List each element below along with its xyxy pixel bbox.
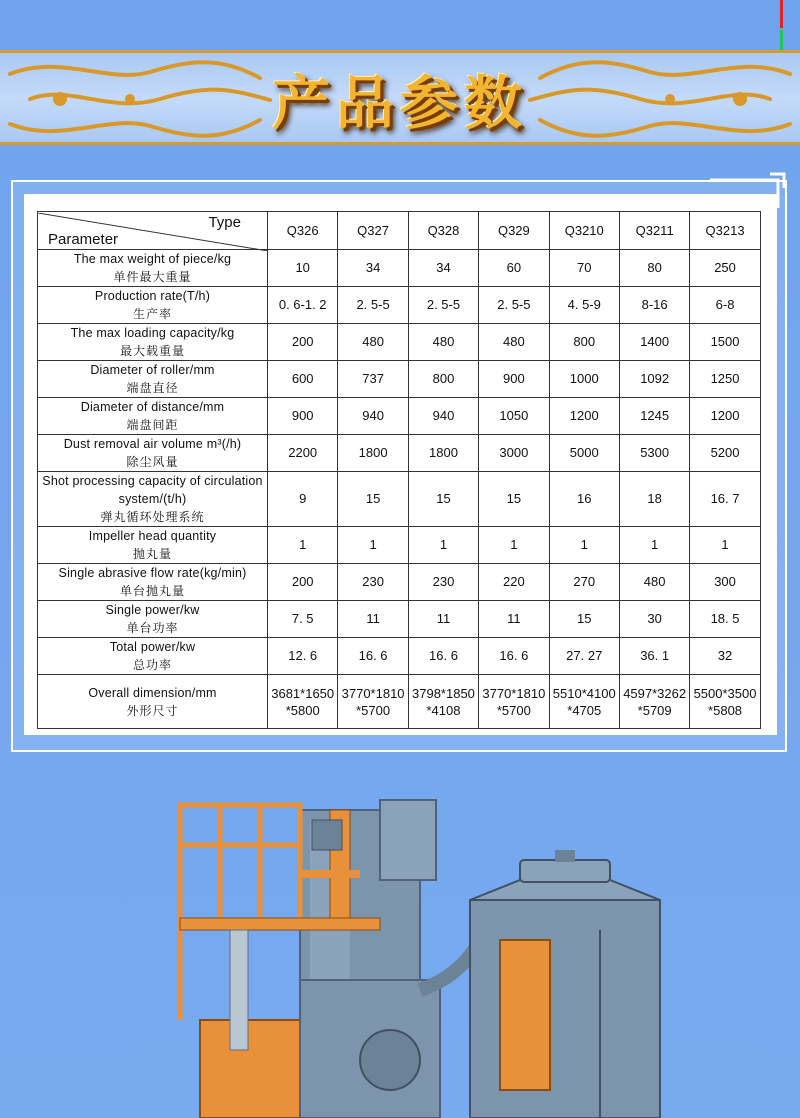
table-row	[38, 287, 761, 324]
value-cell: 11	[338, 601, 408, 638]
value-cell: 4. 5-9	[549, 287, 619, 324]
table-row	[38, 324, 761, 361]
table-row	[38, 675, 761, 729]
header-banner	[0, 44, 800, 154]
value-cell: 600	[268, 361, 338, 398]
parameter-en: Total power/kw	[109, 640, 196, 654]
table-row	[38, 638, 761, 675]
value-cell: 27. 27	[549, 638, 619, 675]
value-cell: 200	[268, 564, 338, 601]
value-cell: 1200	[549, 398, 619, 435]
model-header: Q327	[338, 212, 408, 250]
value-cell: 1092	[619, 361, 689, 398]
parameter-cell	[38, 361, 268, 398]
parameter-cn: 总功率	[132, 658, 172, 672]
value-cell: 1	[690, 527, 760, 564]
value-cell: 15	[479, 472, 549, 527]
table-header-row	[38, 212, 761, 250]
parameter-en: Impeller head quantity	[88, 529, 217, 543]
value-cell: 2. 5-5	[338, 287, 408, 324]
value-cell: 5500*3500*5808	[690, 675, 760, 729]
value-cell: 32	[690, 638, 760, 675]
value-cell: 1800	[338, 435, 408, 472]
parameter-cell	[38, 250, 268, 287]
value-cell: 1400	[619, 324, 689, 361]
value-cell: 3000	[479, 435, 549, 472]
value-cell: 480	[479, 324, 549, 361]
parameter-en: Dust removal air volume m³(/h)	[63, 437, 242, 451]
parameter-cell	[38, 435, 268, 472]
value-cell: 480	[619, 564, 689, 601]
parameter-en: Single abrasive flow rate(kg/min)	[58, 566, 247, 580]
value-cell: 480	[408, 324, 478, 361]
table-row	[38, 361, 761, 398]
parameter-cell	[38, 601, 268, 638]
parameter-cell	[38, 287, 268, 324]
value-cell: 5000	[549, 435, 619, 472]
corner-type-label: Type	[208, 213, 241, 231]
value-cell: 4597*3262*5709	[619, 675, 689, 729]
value-cell: 1800	[408, 435, 478, 472]
value-cell: 900	[268, 398, 338, 435]
value-cell: 2. 5-5	[479, 287, 549, 324]
value-cell: 1	[619, 527, 689, 564]
value-cell: 18	[619, 472, 689, 527]
parameter-en: Diameter of roller/mm	[90, 363, 215, 377]
spec-table	[37, 211, 761, 729]
model-header: Q3211	[619, 212, 689, 250]
parameter-cn: 端盘直径	[126, 381, 179, 395]
value-cell: 16	[549, 472, 619, 527]
parameter-cn: 单件最大重量	[113, 270, 192, 284]
parameter-cell	[38, 398, 268, 435]
parameter-en: Overall dimension/mm	[88, 685, 217, 700]
parameter-cn: 单台功率	[126, 621, 179, 635]
table-row	[38, 564, 761, 601]
table-row	[38, 435, 761, 472]
parameter-cn: 弹丸循环处理系统	[100, 510, 205, 524]
parameter-cn: 抛丸量	[132, 547, 172, 561]
value-cell: 270	[549, 564, 619, 601]
value-cell: 1	[479, 527, 549, 564]
model-header: Q3210	[549, 212, 619, 250]
value-cell: 2. 5-5	[408, 287, 478, 324]
value-cell: 16. 6	[338, 638, 408, 675]
parameter-cell	[38, 675, 268, 729]
corner-parameter-label: Parameter	[48, 230, 119, 248]
value-cell: 16. 6	[479, 638, 549, 675]
model-header: Q328	[408, 212, 478, 250]
value-cell: 60	[479, 250, 549, 287]
accent-bar-red	[780, 0, 783, 28]
value-cell: 300	[690, 564, 760, 601]
parameter-cell	[38, 638, 268, 675]
value-cell: 18. 5	[690, 601, 760, 638]
value-cell: 1500	[690, 324, 760, 361]
value-cell: 1	[549, 527, 619, 564]
value-cell: 3770*1810*5700	[479, 675, 549, 729]
value-cell: 480	[338, 324, 408, 361]
value-cell: 5200	[690, 435, 760, 472]
header-corner-cell	[38, 212, 268, 250]
value-cell: 34	[408, 250, 478, 287]
value-cell: 30	[619, 601, 689, 638]
value-cell: 940	[408, 398, 478, 435]
value-cell: 1000	[549, 361, 619, 398]
value-cell: 800	[408, 361, 478, 398]
parameter-en: Production rate(T/h)	[94, 289, 211, 303]
parameter-cell	[38, 472, 268, 527]
model-header: Q329	[479, 212, 549, 250]
table-row	[38, 472, 761, 527]
parameter-cn: 外形尺寸	[126, 703, 179, 718]
value-cell: 0. 6-1. 2	[268, 287, 338, 324]
value-cell: 220	[479, 564, 549, 601]
value-cell: 12. 6	[268, 638, 338, 675]
value-cell: 1200	[690, 398, 760, 435]
value-cell: 7. 5	[268, 601, 338, 638]
value-cell: 6-8	[690, 287, 760, 324]
table-row	[38, 527, 761, 564]
parameter-cn: 除尘风量	[126, 455, 179, 469]
value-cell: 250	[690, 250, 760, 287]
value-cell: 737	[338, 361, 408, 398]
value-cell: 3681*1650*5800	[268, 675, 338, 729]
value-cell: 1050	[479, 398, 549, 435]
parameter-cell	[38, 324, 268, 361]
parameter-cn: 最大载重量	[119, 344, 185, 358]
value-cell: 8-16	[619, 287, 689, 324]
value-cell: 11	[479, 601, 549, 638]
table-row	[38, 250, 761, 287]
value-cell: 940	[338, 398, 408, 435]
value-cell: 200	[268, 324, 338, 361]
parameter-en: The max weight of piece/kg	[73, 252, 232, 266]
parameter-cn: 单台抛丸量	[119, 584, 185, 598]
value-cell: 9	[268, 472, 338, 527]
parameter-en: Diameter of distance/mm	[80, 400, 225, 414]
parameter-en: Single power/kw	[105, 603, 200, 617]
value-cell: 5510*4100*4705	[549, 675, 619, 729]
value-cell: 5300	[619, 435, 689, 472]
value-cell: 2200	[268, 435, 338, 472]
value-cell: 3798*1850*4108	[408, 675, 478, 729]
parameter-en: Shot processing capacity of circulation system/(t/h)	[42, 474, 263, 506]
value-cell: 16. 6	[408, 638, 478, 675]
value-cell: 900	[479, 361, 549, 398]
shot-blasting-machine-illustration	[0, 780, 800, 1118]
value-cell: 1	[338, 527, 408, 564]
value-cell: 1250	[690, 361, 760, 398]
parameter-cell	[38, 527, 268, 564]
page-title: 产品参数	[271, 69, 528, 137]
parameter-cell	[38, 564, 268, 601]
value-cell: 15	[338, 472, 408, 527]
value-cell: 11	[408, 601, 478, 638]
value-cell: 800	[549, 324, 619, 361]
model-header: Q326	[268, 212, 338, 250]
table-row	[38, 398, 761, 435]
value-cell: 70	[549, 250, 619, 287]
value-cell: 1	[268, 527, 338, 564]
value-cell: 15	[408, 472, 478, 527]
parameter-cn: 生产率	[132, 307, 172, 321]
value-cell: 230	[338, 564, 408, 601]
value-cell: 16. 7	[690, 472, 760, 527]
value-cell: 36. 1	[619, 638, 689, 675]
parameter-en: The max loading capacity/kg	[70, 326, 235, 340]
table-row	[38, 601, 761, 638]
value-cell: 10	[268, 250, 338, 287]
value-cell: 80	[619, 250, 689, 287]
value-cell: 15	[549, 601, 619, 638]
value-cell: 34	[338, 250, 408, 287]
value-cell: 1	[408, 527, 478, 564]
value-cell: 230	[408, 564, 478, 601]
value-cell: 1245	[619, 398, 689, 435]
model-header: Q3213	[690, 212, 760, 250]
parameter-cn: 端盘间距	[126, 418, 179, 432]
value-cell: 3770*1810*5700	[338, 675, 408, 729]
